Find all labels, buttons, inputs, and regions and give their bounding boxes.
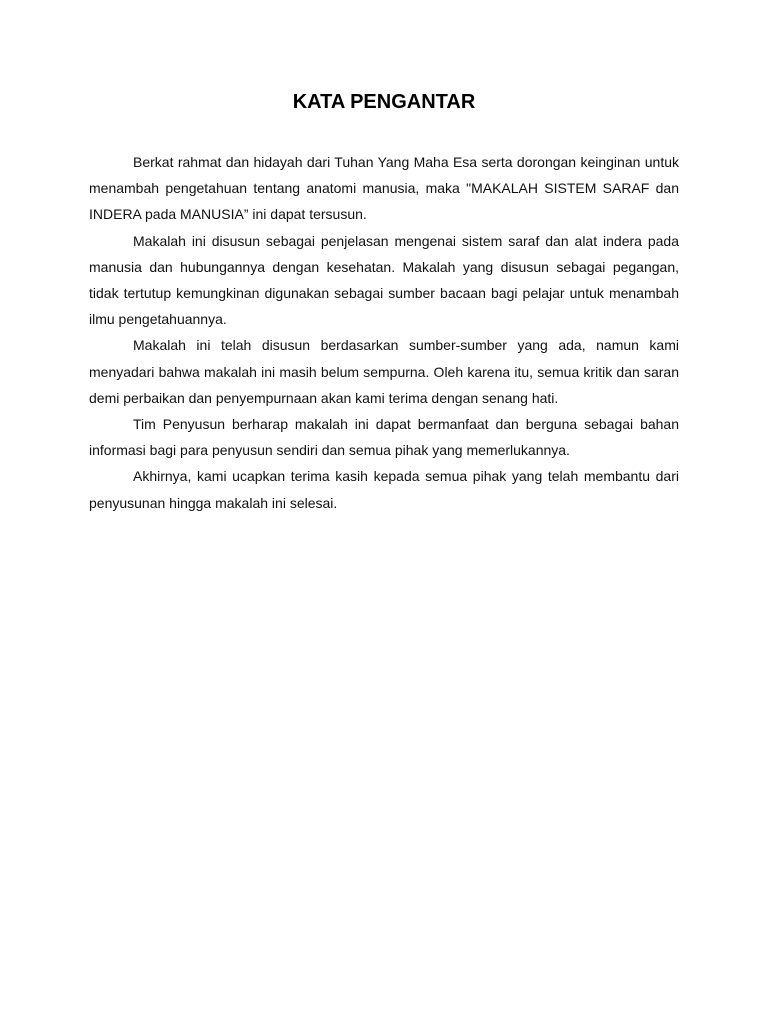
paragraph-3: Makalah ini telah disusun berdasarkan sumber-sumber yang ada, namun kami menyadari bahwa makalah ini masih belum sempurna. Oleh karena itu, semua kritik dan saran demi perbaikan dan penyempurnaan akan kami terima dengan senang hati. <box>89 337 679 406</box>
paragraph-4: Tim Penyusun berharap makalah ini dapat bermanfaat dan berguna sebagai bahan informasi bagi para penyusun sendiri dan semua pihak yang memerlukannya. <box>89 416 679 459</box>
document-body <box>89 149 679 516</box>
paragraph-5: Akhirnya, kami ucapkan terima kasih kepada semua pihak yang telah membantu dari penyusunan hingga makalah ini selesai. <box>89 468 679 511</box>
page-title: KATA PENGANTAR <box>292 91 476 113</box>
paragraph-2: Makalah ini disusun sebagai penjelasan mengenai sistem saraf dan alat indera pada manusia dan hubungannya dengan kesehatan. Makalah yang disusun sebagai pegangan, tidak tertutup kemungkinan digunakan sebagai sumber bacaan bagi pelajar untuk menambah ilmu pengetahuannya. <box>89 232 679 328</box>
paragraph-1: Berkat rahmat dan hidayah dari Tuhan Yang Maha Esa serta dorongan keinginan untuk menambah pengetahuan tentang anatomi manusia, maka "MAKALAH SISTEM SARAF dan INDERA pada MANUSIA” ini dapat tersusun. <box>89 154 679 223</box>
